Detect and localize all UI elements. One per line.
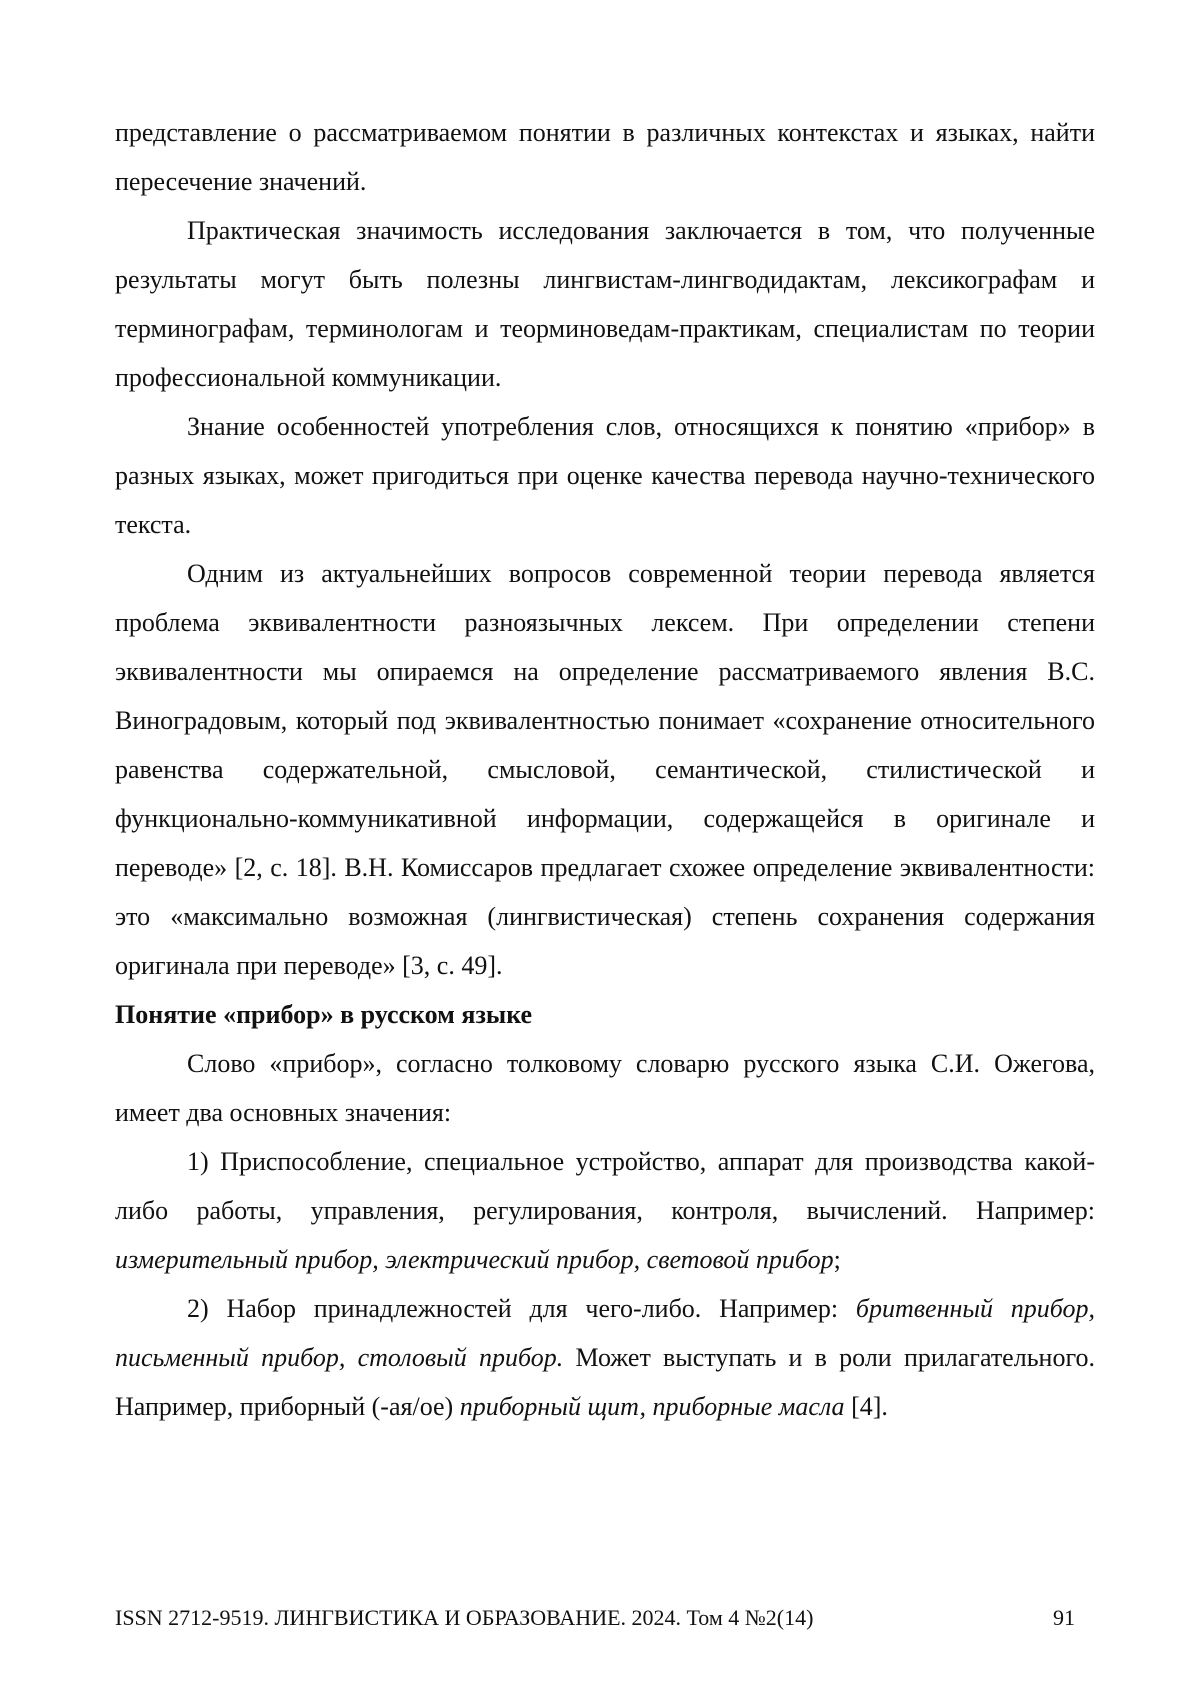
- meaning-one-text: 1) Приспособление, специальное устройство, аппарат для производства какой-либо работы, управления, регулирования, контроля, вычислений. Например:: [115, 1147, 1095, 1225]
- page-number: 91: [1053, 1605, 1075, 1630]
- meaning-two-text: 2) Набор принадлежностей для чего-либо. Например:: [187, 1294, 856, 1323]
- meaning-one-examples: измерительный прибор, электрический прибор, световой прибор: [115, 1245, 834, 1274]
- meaning-two-examples: бритвенный прибор, письменный прибор, столовый прибор.: [115, 1294, 1095, 1372]
- paragraph-word-definition: Слово «прибор», согласно толковому словарю русского языка С.И. Ожегова, имеет два основных значения:: [115, 1049, 1095, 1127]
- meaning-two-reference: [4].: [844, 1392, 888, 1421]
- paragraph-meaning-two: [115, 1284, 1095, 1431]
- paragraph-continuation: представление о рассматриваемом понятии в различных контекстах и языках, найти пересечение значений.: [115, 118, 1095, 196]
- section-heading: Понятие «прибор» в русском языке: [115, 1000, 533, 1029]
- paragraph-usage-knowledge: Знание особенностей употребления слов, относящихся к понятию «прибор» в разных языках, может пригодиться при оценке качества перевода научно-технического текста.: [115, 412, 1095, 539]
- meaning-two-adjective-text: Может выступать и в роли прилагательного. Например, приборный (-ая/ое): [115, 1343, 1095, 1421]
- document-body: [115, 108, 1095, 1431]
- paragraph-practical-significance: Практическая значимость исследования заключается в том, что полученные результаты могут быть полезны лингвистам-лингводидактам, лексикографам и терминографам, терминологам и теорминоведам-практикам, специалистам по теории профессиональной коммуникации.: [115, 216, 1095, 392]
- meaning-one-end: ;: [833, 1245, 841, 1274]
- paragraph-equivalence: Одним из актуальнейших вопросов современной теории перевода является проблема эквивалентности разноязычных лексем. При определении степени эквивалентности мы опираемся на определение рассматриваемого явления В.С. Виноградовым, который под эквивалентностью понимает «сохранение относительного равенства содержательной, смысловой, семантической, стилистической и функционально-коммуникативной информации, содержащейся в оригинале и переводе» [2, с. 18]. В.Н. Комиссаров предлагает схожее определение эквивалентности: это «максимально возможная (лингвистическая) степень сохранения содержания оригинала при переводе» [3, с. 49].: [115, 559, 1095, 980]
- paragraph-meaning-one: [115, 1137, 1095, 1284]
- journal-info: ISSN 2712-9519. ЛИНГВИСТИКА И ОБРАЗОВАНИЕ. 2024. Том 4 №2(14): [115, 1605, 814, 1630]
- meaning-two-adjective-examples: приборный щит, приборные масла: [459, 1392, 845, 1421]
